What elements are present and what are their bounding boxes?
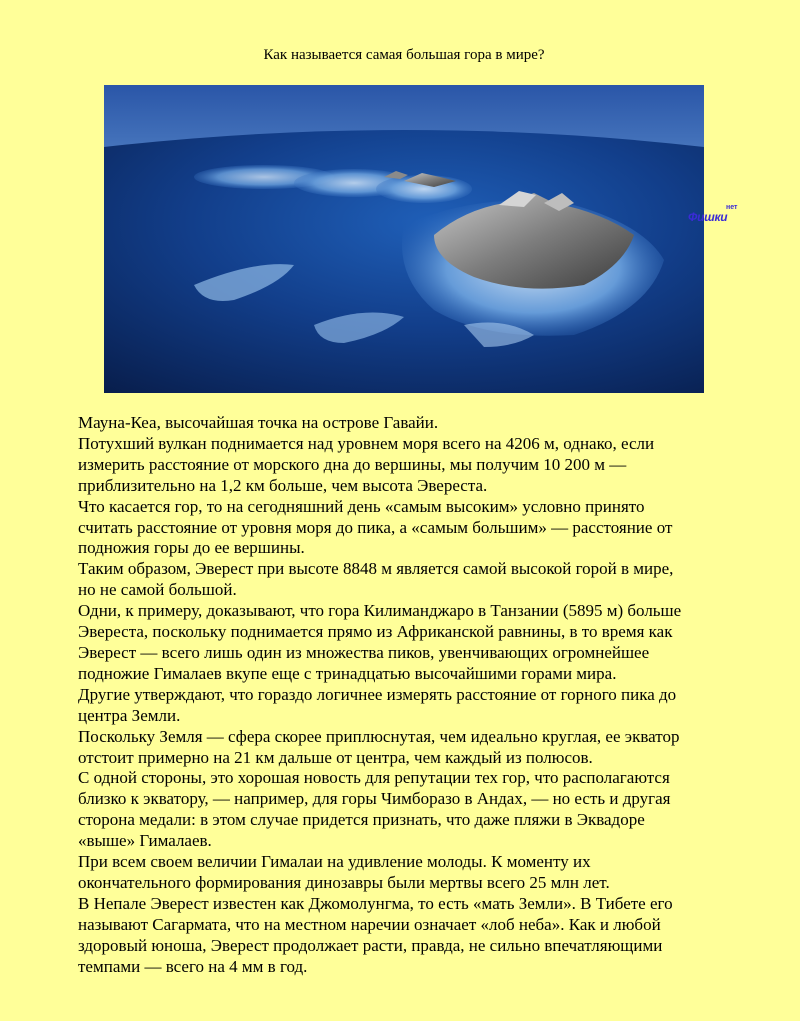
text-line: Поскольку Земля — сфера скорее приплюснутая, чем идеально круглая, ее экватор [78,726,680,746]
text-line: приблизительно на 1,2 км больше, чем высота Эвереста. [78,475,488,495]
text-line: Потухший вулкан поднимается над уровнем моря всего на 4206 м, однако, если [78,433,655,453]
text-line: подножия горы до ее вершины. [78,538,305,558]
text-line: отстоит примерно на 21 км дальше от центра, чем каждый из полюсов. [78,747,593,767]
text-line: но не самой большой. [78,580,237,600]
text-line: При всем своем величии Гималаи на удивление молоды. К моменту их [78,852,591,872]
text-line: Эвереста, поскольку поднимается прямо из Африканской равнины, в то время как [78,622,673,642]
text-line: В Непале Эверест известен как Джомолунгма, то есть «мать Земли». В Тибете его [78,893,673,913]
text-line: сторона медали: в этом случае придется признать, что даже пляжи в Эквадоре [78,810,645,830]
text-line: здоровый юноша, Эверест продолжает расти, правда, не сильно впечатляющими [78,935,663,955]
text-line: называют Сагармата, что на местном наречии означает «лоб неба». Как и любой [78,914,661,934]
text-line: темпами — всего на 4 мм в год. [78,956,308,976]
watermark-suffix: нет [726,204,738,211]
text-line: подножие Гималаев вкупе еще с тринадцатью высочайшими горами мира. [78,663,617,683]
text-line: близко к экватору, — например, для горы Чимборазо в Андах, — но есть и другая [78,789,671,809]
text-line: окончательного формирования динозавры были мертвы всего 25 млн лет. [78,872,610,892]
article-body [78,413,738,977]
text-line: Другие утверждают, что гораздо логичнее измерять расстояние от горного пика до [78,684,677,704]
watermark-main: Фишки [688,210,728,224]
text-line: считать расстояние от уровня моря до пика, а «самым большим» — расстояние от [78,517,673,537]
text-line: Эверест — всего лишь один из множества пиков, увенчивающих огромнейшее [78,642,650,662]
text-line: измерить расстояние от морского дна до вершины, мы получим 10 200 м — [78,454,627,474]
text-line: Мауна-Кеа, высочайшая точка на острове Гавайи. [78,413,439,432]
text-line: С одной стороны, это хорошая новость для репутации тех гор, что располагаются [78,768,670,788]
text-line: Таким образом, Эверест при высоте 8848 м является самой высокой горой в мире, [78,559,674,579]
text-line: Что касается гор, то на сегодняшний день «самым высоким» условно принято [78,496,645,516]
text-line: центра Земли. [78,705,181,725]
text-line: «выше» Гималаев. [78,831,212,851]
watermark-logo [688,204,748,226]
mauna-kea-3d-render-image [104,85,704,393]
text-line: Одни, к примеру, доказывают, что гора Килиманджаро в Танзании (5895 м) больше [78,601,682,621]
page-title: Как называется самая большая гора в мире? [263,47,545,63]
